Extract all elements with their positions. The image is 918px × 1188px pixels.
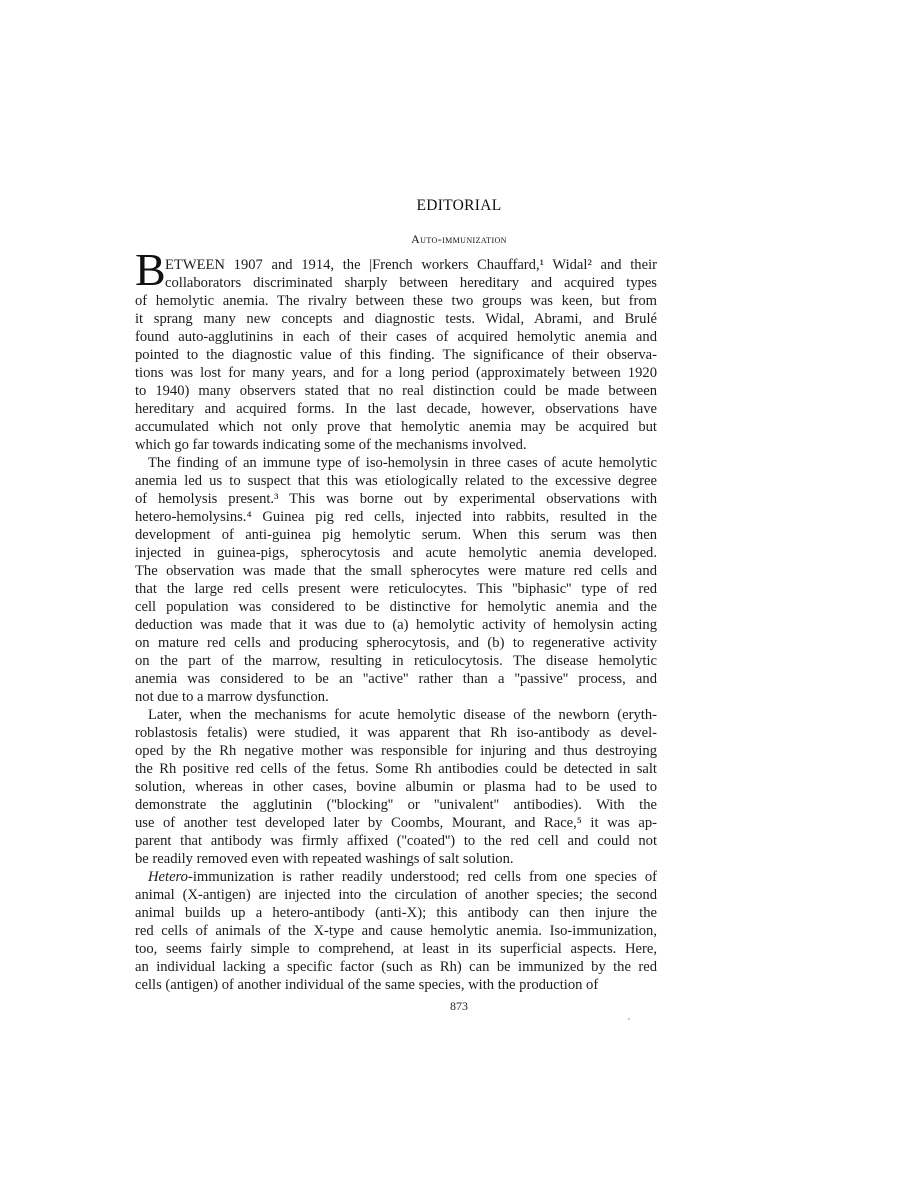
- line-text: found auto-agglutinins in each of their cases of acquired hemolytic anemia and: [135, 329, 657, 345]
- text-line: [135, 328, 657, 346]
- paragraph: [135, 454, 657, 706]
- line-text: oped by the Rh negative mother was responsible for injuring and thus destroying: [135, 743, 657, 759]
- line-text: The finding of an immune type of iso-hemolysin in three cases of acute hemolytic: [148, 455, 657, 471]
- line-text: an individual lacking a specific factor (such as Rh) can be immunized by the red: [135, 959, 657, 975]
- text-line: [135, 850, 657, 868]
- line-text: demonstrate the agglutinin (''blocking'' or ''univalent'' antibodies). With the: [135, 797, 657, 813]
- line-text: -immunization is rather readily understood; red cells from one species of: [187, 869, 657, 885]
- text-line: [135, 976, 657, 994]
- page-number: 873: [450, 999, 468, 1013]
- text-line: [135, 418, 657, 436]
- paragraph: [135, 706, 657, 868]
- line-text: anemia was considered to be an ''active'' rather than a ''passive'' process, and: [135, 671, 657, 687]
- line-text: not due to a marrow dysfunction.: [135, 689, 329, 705]
- text-line: [135, 346, 657, 364]
- text-line: [135, 256, 657, 274]
- line-text: roblastosis fetalis) were studied, it was apparent that Rh iso-antibody as devel-: [135, 725, 657, 741]
- text-line: [135, 796, 657, 814]
- line-text: too, seems fairly simple to comprehend, at least in its superficial aspects. Here,: [135, 941, 657, 957]
- text-line: [135, 436, 657, 454]
- text-line: [135, 490, 657, 508]
- line-text: on mature red cells and producing spherocytosis, and (b) to regenerative activity: [135, 635, 657, 651]
- text-line: [135, 382, 657, 400]
- text-line: [135, 868, 657, 886]
- text-line: [135, 760, 657, 778]
- line-text: Later, when the mechanisms for acute hemolytic disease of the newborn (eryth-: [148, 707, 657, 723]
- text-line: [135, 598, 657, 616]
- text-line: [135, 526, 657, 544]
- drop-cap: B: [135, 244, 166, 295]
- text-line: [135, 454, 657, 472]
- line-text: deduction was made that it was due to (a) hemolytic activity of hemolysin acting: [135, 617, 657, 633]
- line-text: injected in guinea-pigs, spherocytosis and acute hemolytic anemia developed.: [135, 545, 657, 561]
- text-line: [135, 688, 657, 706]
- line-text: it sprang many new concepts and diagnostic tests. Widal, Abrami, and Brulé: [135, 311, 657, 327]
- text-line: [135, 922, 657, 940]
- line-text: on the part of the marrow, resulting in reticulocytosis. The disease hemolytic: [135, 653, 657, 669]
- text-line: [135, 778, 657, 796]
- line-text: the Rh positive red cells of the fetus. Some Rh antibodies could be detected in salt: [135, 761, 657, 777]
- text-line: [135, 580, 657, 598]
- text-line: [135, 292, 657, 310]
- line-text: pointed to the diagnostic value of this finding. The significance of their observa-: [135, 347, 657, 363]
- text-line: [135, 508, 657, 526]
- text-line: [135, 634, 657, 652]
- line-text: animal (X-antigen) are injected into the circulation of another species; the second: [135, 887, 657, 903]
- line-text: The observation was made that the small spherocytes were mature red cells and: [135, 563, 657, 579]
- line-text: that the large red cells present were reticulocytes. This ''biphasic'' type of red: [135, 581, 657, 597]
- line-text: ETWEEN 1907 and 1914, the |French workers Chauffard,¹ Widal² and their: [165, 257, 657, 273]
- paragraph: [135, 868, 657, 994]
- line-text: cell population was considered to be distinctive for hemolytic anemia and the: [135, 599, 657, 615]
- line-text: collaborators discriminated sharply between hereditary and acquired types: [165, 275, 657, 291]
- text-line: [135, 562, 657, 580]
- line-text: accumulated which not only prove that hemolytic anemia may be acquired but: [135, 419, 657, 435]
- line-text: of hemolysis present.³ This was borne out by experimental observations with: [135, 491, 657, 507]
- text-line: [135, 364, 657, 382]
- text-line: [135, 706, 657, 724]
- line-text: which go far towards indicating some of the mechanisms involved.: [135, 437, 527, 453]
- text-line: [135, 724, 657, 742]
- line-text: solution, whereas in other cases, bovine albumin or plasma had to be used to: [135, 779, 657, 795]
- text-line: [135, 400, 657, 418]
- line-text: to 1940) many observers stated that no real distinction could be made between: [135, 383, 657, 399]
- text-line: [135, 616, 657, 634]
- text-line: [135, 814, 657, 832]
- text-line: [135, 274, 657, 292]
- text-line: [135, 544, 657, 562]
- line-text: tions was lost for many years, and for a long period (approximately between 1920: [135, 365, 657, 381]
- article-body: [135, 256, 657, 994]
- text-line: [135, 904, 657, 922]
- italic-lead: Hetero: [148, 869, 188, 885]
- line-text: red cells of animals of the X-type and cause hemolytic anemia. Iso-immunization,: [135, 923, 657, 939]
- line-text: development of anti-guinea pig hemolytic serum. When this serum was then: [135, 527, 657, 543]
- text-line: [135, 472, 657, 490]
- text-line: [135, 886, 657, 904]
- text-line: [135, 670, 657, 688]
- text-line: [135, 310, 657, 328]
- line-text: cells (antigen) of another individual of the same species, with the production of: [135, 977, 599, 993]
- text-line: [135, 742, 657, 760]
- text-line: [135, 832, 657, 850]
- article-title: Auto-immunization: [411, 232, 507, 246]
- text-line: [135, 940, 657, 958]
- text-line: [135, 652, 657, 670]
- scan-speck: [628, 1018, 630, 1020]
- line-text: hereditary and acquired forms. In the last decade, however, observations have: [135, 401, 657, 417]
- line-text: hetero-hemolysins.⁴ Guinea pig red cells, injected into rabbits, resulted in the: [135, 509, 657, 525]
- line-text: use of another test developed later by Coombs, Mourant, and Race,⁵ it was ap-: [135, 815, 657, 831]
- paragraph: [135, 256, 657, 454]
- line-text: of hemolytic anemia. The rivalry between these two groups was keen, but from: [135, 293, 657, 309]
- line-text: be readily removed even with repeated washings of salt solution.: [135, 851, 514, 867]
- text-line: [135, 958, 657, 976]
- line-text: anemia led us to suspect that this was etiologically related to the excessive degree: [135, 473, 657, 489]
- editorial-heading: EDITORIAL: [416, 197, 502, 214]
- line-text: parent that antibody was firmly affixed (''coated'') to the red cell and could not: [135, 833, 657, 849]
- line-text: animal builds up a hetero-antibody (anti-X); this antibody can then injure the: [135, 905, 657, 921]
